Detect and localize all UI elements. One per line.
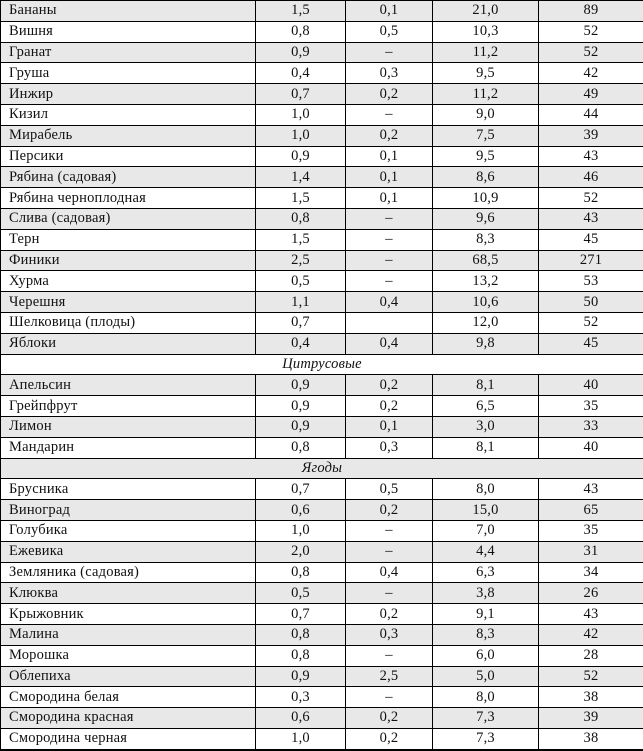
food-name-cell: Рябина черноплодная — [1, 188, 256, 209]
food-name-cell: Крыжовник — [1, 604, 256, 625]
kcal-cell: 43 — [539, 208, 643, 229]
kcal-cell: 39 — [539, 125, 643, 146]
table-row — [1, 250, 643, 271]
table-row — [1, 167, 643, 188]
protein-cell: 0,9 — [256, 42, 346, 63]
fat-cell: – — [346, 208, 433, 229]
carbs-cell: 8,6 — [433, 167, 539, 188]
fat-cell: 0,5 — [346, 21, 433, 42]
kcal-cell: 52 — [539, 42, 643, 63]
kcal-cell: 45 — [539, 229, 643, 250]
fat-cell: 0,2 — [346, 125, 433, 146]
kcal-cell: 52 — [539, 312, 643, 333]
protein-cell: 1,0 — [256, 125, 346, 146]
food-name-cell: Рябина (садовая) — [1, 167, 256, 188]
section-row — [1, 458, 643, 479]
kcal-cell: 43 — [539, 604, 643, 625]
fat-cell: 0,2 — [346, 84, 433, 105]
kcal-cell: 52 — [539, 21, 643, 42]
table-row — [1, 229, 643, 250]
kcal-cell: 65 — [539, 500, 643, 521]
carbs-cell: 3,0 — [433, 416, 539, 437]
table-row — [1, 1, 643, 22]
kcal-cell: 40 — [539, 437, 643, 458]
fat-cell: 0,1 — [346, 1, 433, 22]
protein-cell: 0,3 — [256, 687, 346, 708]
kcal-cell: 42 — [539, 63, 643, 84]
fat-cell: 0,2 — [346, 604, 433, 625]
carbs-cell: 6,0 — [433, 645, 539, 666]
carbs-cell: 68,5 — [433, 250, 539, 271]
table-row — [1, 312, 643, 333]
food-name-cell: Ежевика — [1, 541, 256, 562]
fat-cell: – — [346, 271, 433, 292]
carbs-cell: 10,6 — [433, 292, 539, 313]
fat-cell: 0,4 — [346, 292, 433, 313]
fat-cell: 2,5 — [346, 666, 433, 687]
table-row — [1, 292, 643, 313]
fat-cell: 0,2 — [346, 708, 433, 729]
food-name-cell: Виноград — [1, 500, 256, 521]
carbs-cell: 9,8 — [433, 333, 539, 354]
protein-cell: 0,9 — [256, 666, 346, 687]
food-name-cell: Грейпфрут — [1, 396, 256, 417]
food-name-cell: Смородина черная — [1, 728, 256, 749]
carbs-cell: 7,3 — [433, 708, 539, 729]
kcal-cell: 89 — [539, 1, 643, 22]
protein-cell: 1,5 — [256, 229, 346, 250]
kcal-cell: 40 — [539, 375, 643, 396]
protein-cell: 1,0 — [256, 104, 346, 125]
food-name-cell: Смородина красная — [1, 708, 256, 729]
fat-cell: – — [346, 42, 433, 63]
table-row — [1, 396, 643, 417]
fat-cell: 0,5 — [346, 479, 433, 500]
protein-cell: 0,6 — [256, 708, 346, 729]
kcal-cell: 42 — [539, 624, 643, 645]
food-name-cell: Облепиха — [1, 666, 256, 687]
protein-cell: 0,8 — [256, 624, 346, 645]
kcal-cell: 43 — [539, 479, 643, 500]
table-row — [1, 604, 643, 625]
fat-cell — [346, 312, 433, 333]
food-name-cell: Шелковица (плоды) — [1, 312, 256, 333]
protein-cell: 0,8 — [256, 21, 346, 42]
food-name-cell: Терн — [1, 229, 256, 250]
table-row — [1, 333, 643, 354]
food-name-cell: Лимон — [1, 416, 256, 437]
section-row — [1, 354, 643, 375]
protein-cell: 1,0 — [256, 728, 346, 749]
protein-cell: 0,8 — [256, 208, 346, 229]
fat-cell: 0,3 — [346, 437, 433, 458]
fat-cell: 0,3 — [346, 624, 433, 645]
carbs-cell: 8,3 — [433, 624, 539, 645]
nutrition-table-body — [1, 1, 643, 750]
table-row — [1, 104, 643, 125]
carbs-cell: 13,2 — [433, 271, 539, 292]
table-row — [1, 416, 643, 437]
kcal-cell: 35 — [539, 520, 643, 541]
table-row — [1, 687, 643, 708]
protein-cell: 0,6 — [256, 500, 346, 521]
protein-cell: 0,7 — [256, 312, 346, 333]
food-name-cell: Финики — [1, 250, 256, 271]
food-name-cell: Бананы — [1, 1, 256, 22]
table-row — [1, 437, 643, 458]
protein-cell: 0,5 — [256, 271, 346, 292]
kcal-cell: 28 — [539, 645, 643, 666]
protein-cell: 0,8 — [256, 562, 346, 583]
carbs-cell: 9,1 — [433, 604, 539, 625]
table-row — [1, 21, 643, 42]
protein-cell: 0,7 — [256, 604, 346, 625]
table-row — [1, 645, 643, 666]
protein-cell: 0,9 — [256, 375, 346, 396]
kcal-cell: 31 — [539, 541, 643, 562]
fat-cell: 0,3 — [346, 63, 433, 84]
kcal-cell: 38 — [539, 687, 643, 708]
fat-cell: 0,2 — [346, 728, 433, 749]
kcal-cell: 271 — [539, 250, 643, 271]
table-row — [1, 562, 643, 583]
food-name-cell: Морошка — [1, 645, 256, 666]
fat-cell: 0,4 — [346, 562, 433, 583]
food-name-cell: Клюква — [1, 583, 256, 604]
food-name-cell: Слива (садовая) — [1, 208, 256, 229]
table-row — [1, 728, 643, 749]
table-row — [1, 541, 643, 562]
carbs-cell: 7,5 — [433, 125, 539, 146]
food-name-cell: Апельсин — [1, 375, 256, 396]
fat-cell: – — [346, 229, 433, 250]
protein-cell: 0,4 — [256, 63, 346, 84]
protein-cell: 2,0 — [256, 541, 346, 562]
carbs-cell: 9,0 — [433, 104, 539, 125]
food-name-cell: Инжир — [1, 84, 256, 105]
fat-cell: 0,1 — [346, 416, 433, 437]
kcal-cell: 39 — [539, 708, 643, 729]
food-name-cell: Мирабель — [1, 125, 256, 146]
protein-cell: 1,0 — [256, 520, 346, 541]
table-row — [1, 125, 643, 146]
protein-cell: 0,5 — [256, 583, 346, 604]
kcal-cell: 46 — [539, 167, 643, 188]
carbs-cell: 8,0 — [433, 687, 539, 708]
carbs-cell: 6,5 — [433, 396, 539, 417]
kcal-cell: 50 — [539, 292, 643, 313]
kcal-cell: 52 — [539, 666, 643, 687]
fat-cell: 0,2 — [346, 375, 433, 396]
fat-cell: 0,1 — [346, 167, 433, 188]
protein-cell: 0,4 — [256, 333, 346, 354]
carbs-cell: 8,3 — [433, 229, 539, 250]
protein-cell: 0,9 — [256, 396, 346, 417]
kcal-cell: 26 — [539, 583, 643, 604]
section-label: Ягоды — [1, 458, 643, 479]
table-row — [1, 583, 643, 604]
fat-cell: 0,2 — [346, 500, 433, 521]
table-row — [1, 500, 643, 521]
kcal-cell: 49 — [539, 84, 643, 105]
fat-cell: – — [346, 645, 433, 666]
protein-cell: 1,5 — [256, 1, 346, 22]
food-name-cell: Черешня — [1, 292, 256, 313]
food-name-cell: Персики — [1, 146, 256, 167]
carbs-cell: 11,2 — [433, 84, 539, 105]
kcal-cell: 38 — [539, 728, 643, 749]
carbs-cell: 8,1 — [433, 375, 539, 396]
food-name-cell: Груша — [1, 63, 256, 84]
protein-cell: 1,1 — [256, 292, 346, 313]
table-row — [1, 146, 643, 167]
fat-cell: – — [346, 541, 433, 562]
carbs-cell: 10,3 — [433, 21, 539, 42]
food-name-cell: Смородина белая — [1, 687, 256, 708]
food-name-cell: Брусника — [1, 479, 256, 500]
fat-cell: – — [346, 104, 433, 125]
kcal-cell: 34 — [539, 562, 643, 583]
table-row — [1, 624, 643, 645]
protein-cell: 0,8 — [256, 645, 346, 666]
carbs-cell: 12,0 — [433, 312, 539, 333]
food-name-cell: Земляника (садовая) — [1, 562, 256, 583]
protein-cell: 0,9 — [256, 416, 346, 437]
food-name-cell: Голубика — [1, 520, 256, 541]
fat-cell: – — [346, 520, 433, 541]
protein-cell: 1,5 — [256, 188, 346, 209]
table-row — [1, 666, 643, 687]
carbs-cell: 7,0 — [433, 520, 539, 541]
table-row — [1, 271, 643, 292]
carbs-cell: 11,2 — [433, 42, 539, 63]
protein-cell: 0,7 — [256, 84, 346, 105]
carbs-cell: 8,1 — [433, 437, 539, 458]
fat-cell: 0,1 — [346, 188, 433, 209]
carbs-cell: 8,0 — [433, 479, 539, 500]
carbs-cell: 4,4 — [433, 541, 539, 562]
fat-cell: – — [346, 250, 433, 271]
food-name-cell: Хурма — [1, 271, 256, 292]
protein-cell: 0,9 — [256, 146, 346, 167]
protein-cell: 0,8 — [256, 437, 346, 458]
table-row — [1, 42, 643, 63]
fat-cell: 0,2 — [346, 396, 433, 417]
protein-cell: 0,7 — [256, 479, 346, 500]
section-label: Цитрусовые — [1, 354, 643, 375]
table-row — [1, 479, 643, 500]
table-row — [1, 708, 643, 729]
carbs-cell: 21,0 — [433, 1, 539, 22]
kcal-cell: 35 — [539, 396, 643, 417]
carbs-cell: 9,5 — [433, 63, 539, 84]
food-name-cell: Гранат — [1, 42, 256, 63]
table-row — [1, 375, 643, 396]
protein-cell: 2,5 — [256, 250, 346, 271]
table-row — [1, 84, 643, 105]
fat-cell: – — [346, 687, 433, 708]
carbs-cell: 6,3 — [433, 562, 539, 583]
fat-cell: 0,4 — [346, 333, 433, 354]
kcal-cell: 44 — [539, 104, 643, 125]
carbs-cell: 3,8 — [433, 583, 539, 604]
carbs-cell: 10,9 — [433, 188, 539, 209]
kcal-cell: 45 — [539, 333, 643, 354]
carbs-cell: 15,0 — [433, 500, 539, 521]
food-name-cell: Малина — [1, 624, 256, 645]
carbs-cell: 5,0 — [433, 666, 539, 687]
table-row — [1, 208, 643, 229]
kcal-cell: 53 — [539, 271, 643, 292]
food-name-cell: Яблоки — [1, 333, 256, 354]
table-row — [1, 188, 643, 209]
kcal-cell: 52 — [539, 188, 643, 209]
food-name-cell: Кизил — [1, 104, 256, 125]
carbs-cell: 9,5 — [433, 146, 539, 167]
kcal-cell: 33 — [539, 416, 643, 437]
food-name-cell: Вишня — [1, 21, 256, 42]
table-row — [1, 520, 643, 541]
kcal-cell: 43 — [539, 146, 643, 167]
fat-cell: 0,1 — [346, 146, 433, 167]
fat-cell: – — [346, 583, 433, 604]
protein-cell: 1,4 — [256, 167, 346, 188]
carbs-cell: 9,6 — [433, 208, 539, 229]
carbs-cell: 7,3 — [433, 728, 539, 749]
food-name-cell: Мандарин — [1, 437, 256, 458]
table-row — [1, 63, 643, 84]
